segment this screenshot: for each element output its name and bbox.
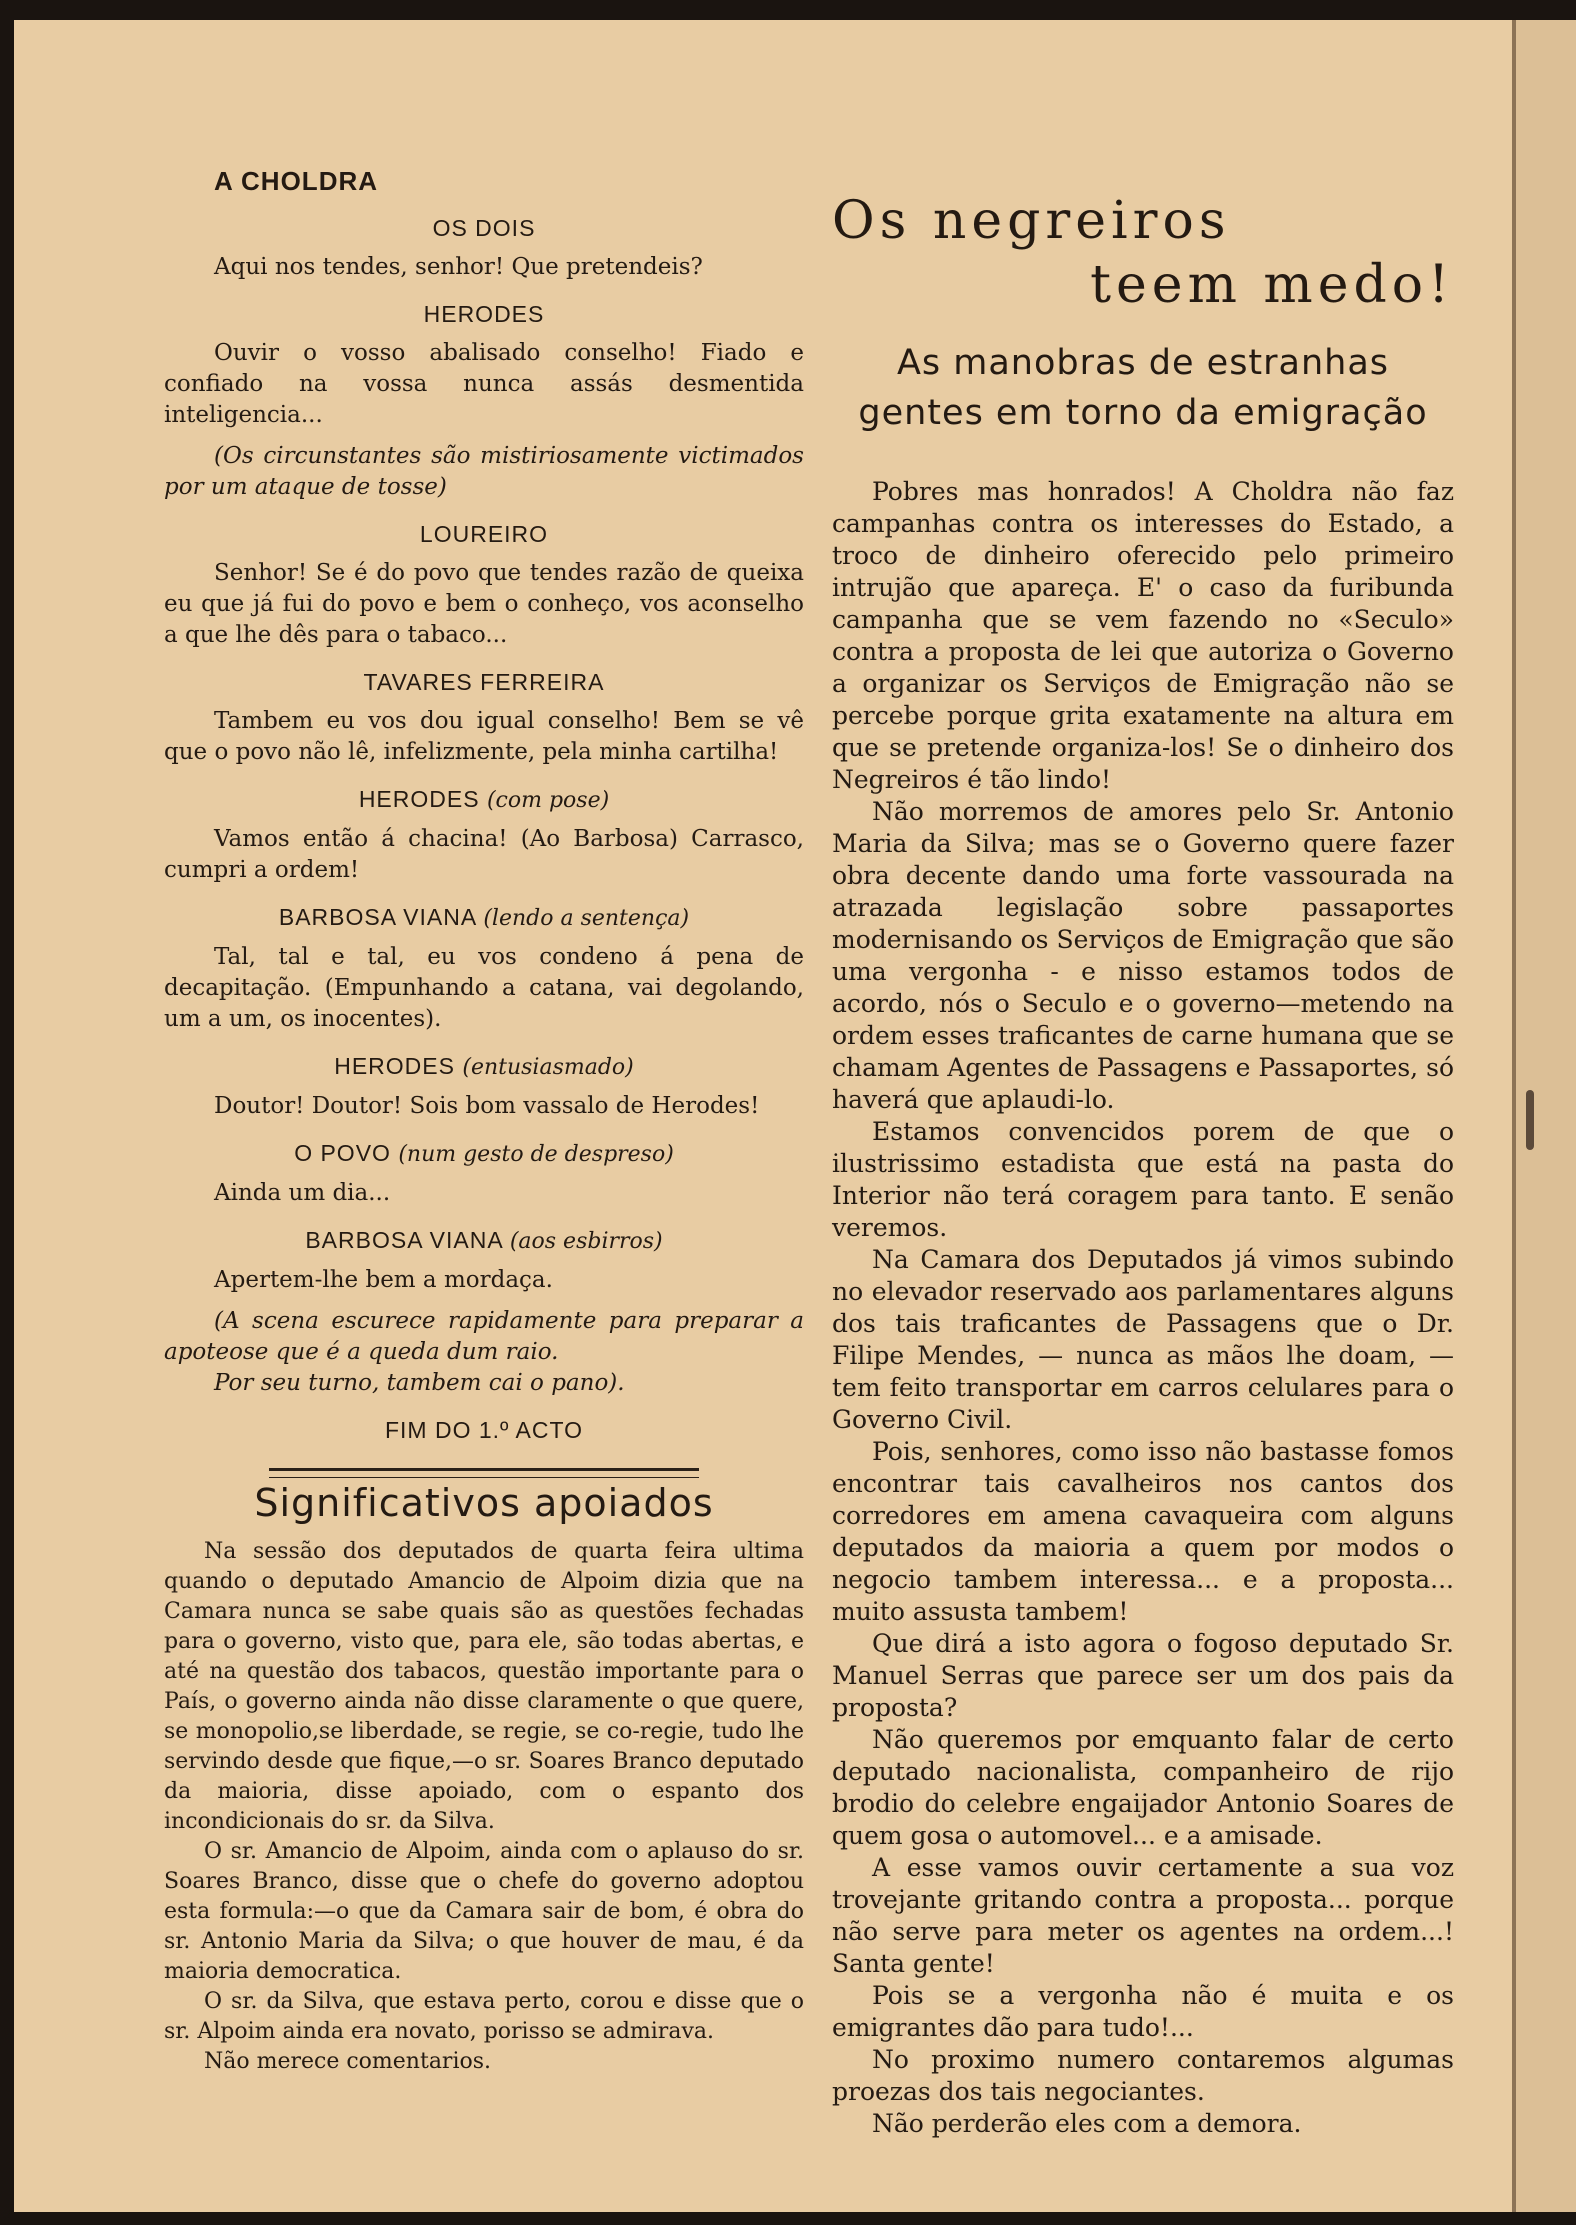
subhead-line1: As manobras de estranhas [896,343,1390,383]
subhead-line2: gentes em torno da emigração [858,393,1428,433]
apoiados-title: Significativos apoiados [254,1481,714,1525]
newspaper-page [14,20,1515,2212]
apoiados-body [164,1537,804,2077]
speaker-heading [164,1225,804,1257]
masthead: A CHOLDRA [214,166,379,196]
dialogue-line: Ainda um dia... [214,1180,391,1206]
headline-line2: teem medo! [1090,255,1454,315]
speaker-heading [164,784,804,816]
stage-note: (com pose) [486,788,610,813]
binding-mark [1526,1090,1534,1150]
act-end: FIM DO 1.º ACTO [384,1417,584,1443]
dialogue-line: Ouvir o vosso abalisado conselho! Fiado e confiado na vossa nunca assás desmentida inteligencia... [164,340,804,428]
adjacent-page-edge [1512,20,1576,2212]
play-script [164,213,804,1399]
apoiados-paragraph: O sr. Amancio de Alpoim, ainda com o aplauso do sr. Soares Branco, disse que o chefe do governo adoptou esta formula:—o que da Camara sair de bom, é obra do sr. Antonio Maria da Silva; o que houver de mau, é da maioria democratica. [164,1839,804,1984]
right-column [832,190,1454,2140]
dialogue-line: Tal, tal e tal, eu vos condeno á pena de decapitação. (Empunhando a catana, vai degolando, um a um, os inocentes). [164,944,804,1032]
article-paragraph: Não morremos de amores pelo Sr. Antonio Maria da Silva; mas se o Governo quere fazer obra decente dando uma forte vassourada na atrazada legislação sobre passaportes modernisando os Serviços de Emigração que são uma vergonha - e nisso estamos todos de acordo, nós o Seculo e o governo—metendo na ordem esses traficantes de carne humana que se chamam Agentes de Passagens e Passaportes, só haverá que aplaudi-lo. [832,797,1454,1114]
headline-line1: Os negreiros [832,191,1231,251]
speaker-name: HERODES [334,1053,455,1079]
article-paragraph: Não queremos por emquanto falar de certo deputado nacionalista, companheiro de rijo brodio do celebre engaijador Antonio Soares de quem gosa o automovel... e a amisade. [832,1725,1454,1850]
article-paragraph: Estamos convencidos porem de que o ilustrissimo estadista que está na pasta do Interior não terá coragem para tanto. E senão veremos. [832,1117,1454,1242]
stage-note: (lendo a sentença) [483,906,690,931]
speaker-name: OS DOIS [432,215,536,241]
speaker-heading [164,1138,804,1170]
article-paragraph: Pobres mas honrados! A Choldra não faz campanhas contra os interesses do Estado, a troco de dinheiro oferecido pelo primeiro intrujão que apareça. E' o caso da furibunda campanha que se vem fazendo no «Seculo» contra a proposta de lei que autoriza o Governo a organizar os Serviços de Emigração não se percebe porque grita exatamente na altura em que se pretende organiza-los! Se o dinheiro dos Negreiros é tão lindo! [832,477,1454,794]
speaker-name: HERODES [358,786,480,812]
stage-note: (entusiasmado) [462,1055,634,1080]
speaker-heading [164,299,804,330]
article-paragraph: A esse vamos ouvir certamente a sua voz trovejante gritando contra a proposta... porque não serve para meter os agentes na ordem...! Santa gente! [832,1853,1454,1978]
dialogue-line: Aqui nos tendes, senhor! Que pretendeis? [214,254,703,280]
dialogue-line: Tambem eu vos dou igual conselho! Bem se vê que o povo não lê, infelizmente, pela minha cartilha! [164,708,804,765]
apoiados-paragraph: O sr. da Silva, que estava perto, corou e disse que o sr. Alpoim ainda era novato, porisso se admirava. [164,1989,804,2044]
speaker-name: TAVARES FERREIRA [363,669,605,695]
article-paragraph: Que dirá a isto agora o fogoso deputado Sr. Manuel Serras que parece ser um dos pais da proposta? [832,1629,1454,1722]
stage-direction: (A scena escurece rapidamente para preparar a apoteose que é a queda dum raio. [164,1308,804,1365]
article-paragraph: Pois se a vergonha não é muita e os emigrantes dão para tudo!... [832,1981,1454,2042]
speaker-name: HERODES [423,301,545,327]
speaker-heading [164,667,804,698]
article-body [832,476,1454,2140]
speaker-heading [164,902,804,934]
speaker-heading [164,1051,804,1083]
speaker-name: BARBOSA VIANA [305,1227,503,1253]
article-paragraph: Não perderão eles com a demora. [872,2109,1302,2138]
stage-note: (num gesto de despreso) [398,1142,674,1167]
article-subhead [832,338,1454,438]
left-column [164,160,804,2077]
speaker-name: O POVO [294,1140,391,1166]
article-paragraph: No proximo numero contaremos algumas proezas dos tais negociantes. [832,2045,1454,2106]
dialogue-line: Vamos então á chacina! (Ao Barbosa) Carrasco, cumpri a ordem! [164,826,804,883]
apoiados-paragraph: Não merece comentarios. [204,2049,492,2074]
stage-note: (aos esbirros) [509,1229,663,1254]
dialogue-line: Doutor! Doutor! Sois bom vassalo de Herodes! [214,1093,760,1119]
article-paragraph: Pois, senhores, como isso não bastasse fomos encontrar tais cavalheiros nos cantos dos corredores em amena cavaqueira com alguns deputados da maioria a quem por modos o negocio tambem interessa... e a proposta... muito assusta tambem! [832,1437,1454,1626]
article-paragraph: Na Camara dos Deputados já vimos subindo no elevador reservado aos parlamentares alguns dos tais traficantes de Passagens que o Dr. Filipe Mendes, — nunca as mãos lhe doam, — tem feito transportar em carros celulares para o Governo Civil. [832,1245,1454,1434]
dialogue-line: Apertem-lhe bem a mordaça. [214,1267,553,1293]
apoiados-paragraph: Na sessão dos deputados de quarta feira ultima quando o deputado Amancio de Alpoim dizia que na Camara nunca se sabe quais são as questões fechadas para o governo, visto que, para ele, são todas abertas, e até na questão dos tabacos, questão importante para o País, o governo ainda não disse claramente o que quere, se monopolio,se liberdade, se regie, se co-regie, tudo lhe servindo desde que fique,—o sr. Soares Branco deputado da maioria, disse apoiado, com o espanto dos incondicionais do sr. da Silva. [164,1539,804,1834]
stage-direction: (Os circunstantes são mistiriosamente victimados por um ataque de tosse) [164,443,804,500]
speaker-heading [164,213,804,244]
section-divider [269,1468,699,1478]
dialogue-line: Senhor! Se é do povo que tendes razão de queixa eu que já fui do povo e bem o conheço, vos aconselho a que lhe dês para o tabaco... [164,560,804,648]
stage-direction: Por seu turno, tambem cai o pano). [214,1370,625,1396]
speaker-name: BARBOSA VIANA [278,904,476,930]
speaker-name: LOUREIRO [419,521,549,547]
speaker-heading [164,519,804,550]
